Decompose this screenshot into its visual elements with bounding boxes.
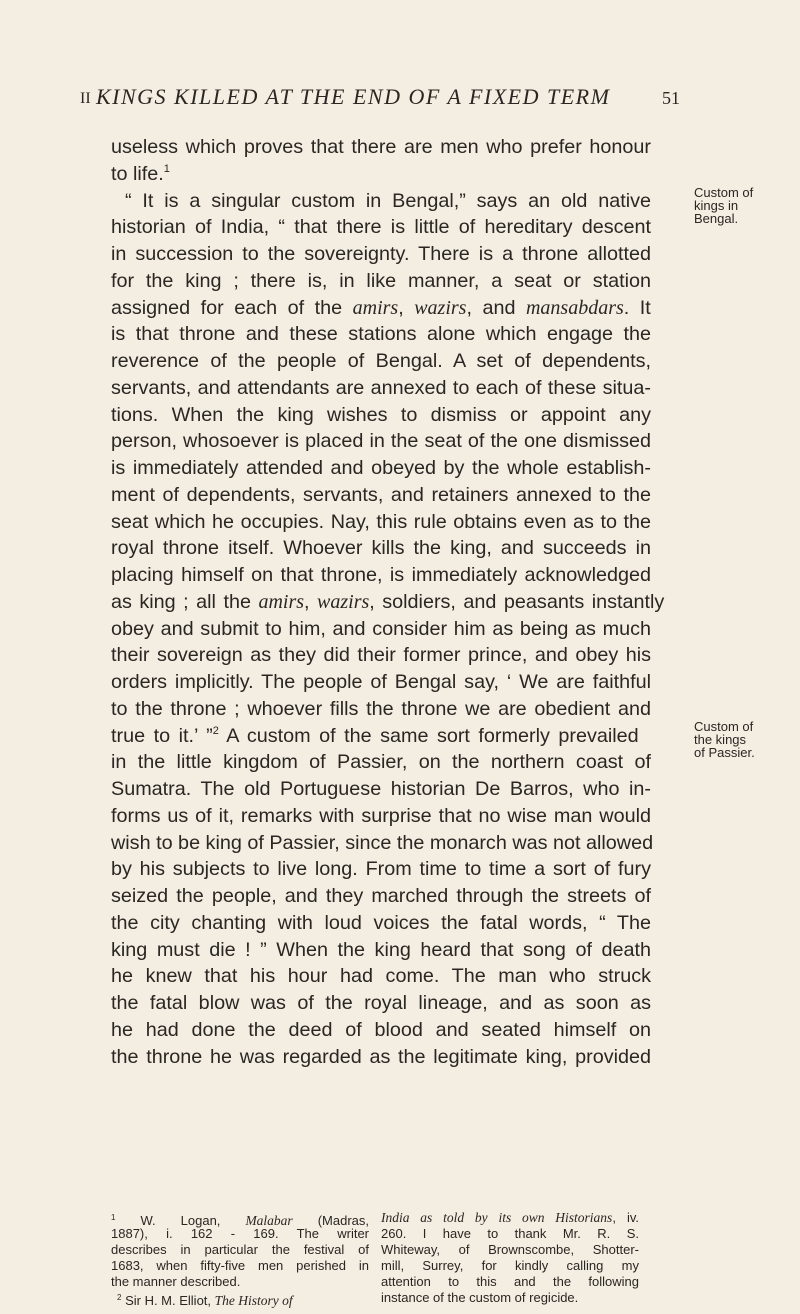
text-line: he knew that his hour had come. The man who struck <box>111 965 651 988</box>
margin-note-bengal: Custom of kings in Bengal. <box>694 185 754 226</box>
text-line: person, whosoever is placed in the seat of the one dismissed <box>111 430 651 453</box>
footnote-line: 1683, when fifty-five men perished in <box>111 1258 369 1273</box>
footnote-line: mill, Surrey, for kindly calling my <box>381 1258 639 1273</box>
text-line: the throne he was regarded as the legitimate king, provided <box>111 1045 651 1068</box>
footnote-line: attention to this and the following <box>381 1274 639 1289</box>
text-line: to the throne ; whoever fills the throne we are obedient and <box>111 697 651 720</box>
text-line: ment of dependents, servants, and retainers annexed to the <box>111 483 651 506</box>
footnote-line: instance of the custom of regicide. <box>381 1290 579 1305</box>
text-line: orders implicitly. The people of Bengal say, ‘ We are faithful <box>111 671 651 693</box>
footnote-line: 1887), i. 162 - 169. The writer <box>111 1226 369 1241</box>
text-line: to life.$^1$ <box>111 162 170 185</box>
footnote-line: Whiteway, of Brownscombe, Shotter- <box>381 1242 639 1257</box>
footnote-line: 260. I have to thank Mr. R. S. <box>381 1226 639 1241</box>
text-line: placing himself on that throne, is immediately acknowledged <box>111 564 651 586</box>
text-line: by his subjects to live long. From time to time a sort of fury <box>111 858 651 881</box>
main-text <box>111 134 665 1070</box>
text-line: for the king ; there is, in like manner, a seat or station <box>111 269 651 292</box>
text-line: the city chanting with loud voices the fatal words, “ The <box>111 911 651 934</box>
running-title: KINGS KILLED AT THE END OF A FIXED TERM <box>96 84 611 109</box>
chapter-number: II <box>80 90 91 107</box>
footnote-column-right <box>381 1210 639 1306</box>
footnotes <box>111 1210 651 1308</box>
text-line: reverence of the people of Bengal. A set of dependents, <box>111 350 651 372</box>
margin-note-passier: Custom of the kings of Passier. <box>694 719 755 760</box>
text-line: the fatal blow was of the royal lineage, and as soon as <box>111 992 651 1014</box>
footnote-line: the manner described. <box>111 1274 241 1289</box>
text-line: in the little kingdom of Passier, on the northern coast of <box>111 751 651 774</box>
text-line: “ It is a singular custom in Bengal,” says an old native <box>125 189 651 212</box>
footnote-line: India as told by its own Historians, iv. <box>381 1210 639 1225</box>
text-line: assigned for each of the amirs, wazirs, and mansabdars. It <box>111 296 651 319</box>
text-line: Sumatra. The old Portuguese historian De Barros, who in- <box>111 778 651 800</box>
footnote-column-left <box>111 1210 369 1306</box>
text-line: forms us of it, remarks with surprise that no wise man would <box>111 804 651 827</box>
text-line: he had done the deed of blood and seated himself on <box>111 1018 651 1041</box>
text-line: tions. When the king wishes to dismiss or appoint any <box>111 403 651 426</box>
running-header <box>80 84 680 114</box>
text-line: seat which he occupies. Nay, this rule obtains even as to the <box>111 510 651 533</box>
text-line: is immediately attended and obeyed by the whole establish- <box>111 457 651 479</box>
text-line: is that throne and these stations alone which engage the <box>111 323 651 346</box>
text-line: true to it.’ ”$^2$ A custom of the same sort formerly prevailed <box>111 724 639 747</box>
text-line: seized the people, and they marched through the streets of <box>111 885 651 907</box>
footnote-ref: 2 <box>212 724 219 737</box>
text-line: in succession to the sovereignty. There is a throne allotted <box>111 243 651 265</box>
text-line: servants, and attendants are annexed to each of these situa- <box>111 376 651 399</box>
page-number: 51 <box>662 88 680 108</box>
text-line: wish to be king of Passier, since the monarch was not allowed <box>111 831 654 854</box>
text-line: royal throne itself. Whoever kills the king, and succeeds in <box>111 537 651 560</box>
text-line: king must die ! ” When the king heard that song of death <box>111 938 651 961</box>
text-line: obey and submit to him, and consider him as being as much <box>111 617 651 640</box>
text-line: their sovereign as they did their former prince, and obey his <box>111 644 651 667</box>
footnote-line: $^1$ W. Logan, Malabar (Madras, <box>111 1213 369 1228</box>
footnote-line: describes in particular the festival of <box>111 1242 369 1257</box>
text-line: as king ; all the amirs, wazirs, soldiers, and peasants instantly <box>111 590 665 613</box>
footnote-line: $^2$ Sir H. M. Elliot, The History of <box>117 1293 293 1308</box>
text-line: useless which proves that there are men who prefer honour <box>111 136 651 158</box>
text-line: historian of India, “ that there is little of hereditary descent <box>111 216 651 239</box>
footnote-ref: 1 <box>163 162 170 175</box>
